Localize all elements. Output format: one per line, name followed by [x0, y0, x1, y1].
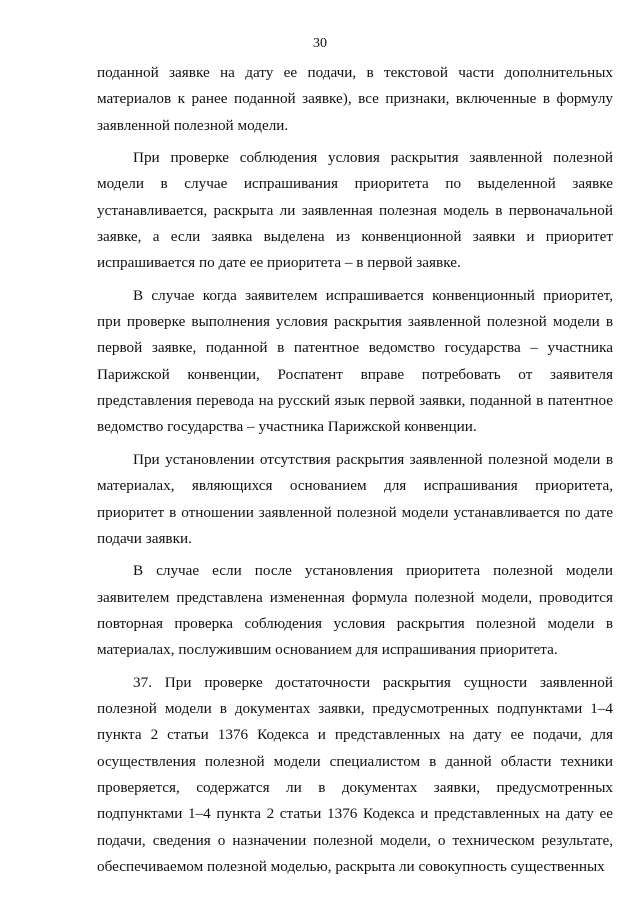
document-body	[97, 60, 613, 880]
page-number: 30	[313, 36, 327, 51]
paragraph-amended-claims: В случае если после установления приоритета полезной модели заявителем представлена измененная формула полезной модели, проводится повторная проверка соблюдения условия раскрытия полезной модели в материалах, послужившим основанием для испрашивания приоритета.	[97, 562, 613, 659]
paragraph-no-disclosure: При установлении отсутствия раскрытия заявленной полезной модели в материалах, являющихся основанием для испрашивания приоритета, приоритет в отношении заявленной полезной модели устанавливается по дате подачи заявки.	[97, 450, 613, 547]
paragraph-convention-priority: В случае когда заявителем испрашивается конвенционный приоритет, при проверке выполнения условия раскрытия заявленной полезной модели в первой заявке, поданной в патентное ведомство государства – участника Парижской конвенции, Роспатент вправе потребовать от заявителя представления перевода на русский язык первой заявки, поданной в патентное ведомство государства – участника Парижской конвенции.	[97, 286, 613, 436]
paragraph-item-37: 37. При проверке достаточности раскрытия сущности заявленной полезной модели в документах заявки, предусмотренных подпунктами 1–4 пункта 2 статьи 1376 Кодекса и представленных на дату ее подачи, для осуществления полезной модели специалистом в данной области техники проверяется, содержатся ли в документах заявки, предусмотренных подпунктами 1–4 пункта 2 статьи 1376 Кодекса и представленных на дату ее подачи, сведения о назначении полезной модели, о техническом результате, обеспечиваемом полезной моделью, раскрыта ли совокупность существенных	[97, 673, 613, 875]
paragraph-continuation: поданной заявке на дату ее подачи, в текстовой части дополнительных материалов к ранее поданной заявке), все признаки, включенные в формулу заявленной полезной модели.	[97, 64, 613, 134]
paragraph-priority-divisional: При проверке соблюдения условия раскрытия заявленной полезной модели в случае испрашивания приоритета по выделенной заявке устанавливается, раскрыта ли заявленная полезная модель в первоначальной заявке, а если заявка выделена из конвенционной заявки и приоритет испрашивается по дате ее приоритета – в первой заявке.	[97, 149, 613, 272]
